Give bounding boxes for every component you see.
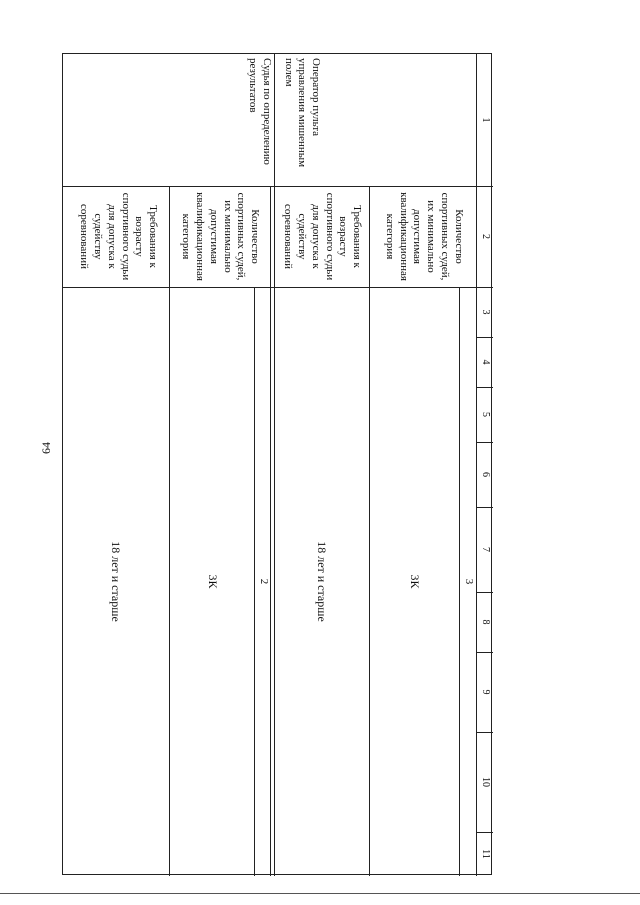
label-judges-count: Количество спортивных судей, их минимально допустимая квалификационная категория <box>180 192 262 281</box>
header-num-11: 11 <box>480 849 491 859</box>
rule-num-11 <box>477 832 493 833</box>
rule-num-6 <box>477 442 493 443</box>
label-judges-count: Количество спортивных судей, их минимально допустимая квалификационная категория <box>384 192 465 281</box>
header-num-3: 3 <box>480 309 491 315</box>
rule-num-9 <box>477 652 493 653</box>
rule-num-5 <box>477 387 493 388</box>
rule-col-1 <box>63 186 493 187</box>
header-num-9: 9 <box>480 689 491 695</box>
rotated-table <box>62 53 492 875</box>
rule-row-1-end <box>274 54 275 876</box>
judges-count-value: 2 <box>257 578 270 585</box>
age-value: 18 лет и старше <box>315 541 330 622</box>
rule-row-2-start <box>270 186 271 876</box>
rule-header <box>476 54 477 876</box>
judges-count-value: 3 <box>462 578 475 585</box>
rule-row-1-split <box>369 186 370 876</box>
qualification-value: 3К <box>206 574 220 589</box>
header-num-5: 5 <box>480 412 491 417</box>
rule-count-row-2 <box>254 287 255 876</box>
page-bottom-rule <box>0 893 640 894</box>
rule-num-10 <box>477 732 493 733</box>
rule-count-row-1 <box>459 287 460 876</box>
header-num-8: 8 <box>480 619 491 625</box>
qualification-value: 3К <box>408 574 423 589</box>
rule-col-2 <box>63 287 493 288</box>
rule-num-8 <box>477 592 493 593</box>
page-number: 64 <box>39 442 53 454</box>
age-value: 18 лет и старше <box>109 541 123 622</box>
header-num-10: 10 <box>480 777 491 787</box>
table-content <box>63 54 493 876</box>
label-age-requirement: Требования к возрасту спортивного судьи для допуска к судейству соревнований <box>78 192 160 281</box>
position-operator: Оператор пульта управления мишенным полем <box>282 58 323 168</box>
header-col-2: 2 <box>480 234 492 239</box>
header-col-1: 1 <box>480 117 492 123</box>
header-num-4: 4 <box>480 359 491 365</box>
rule-row-2-split <box>169 186 170 876</box>
rule-num-7 <box>477 507 493 508</box>
header-num-6: 6 <box>480 472 491 477</box>
position-results-judge: Судья по определению результатов <box>247 58 273 165</box>
header-num-7: 7 <box>480 547 491 552</box>
label-age-requirement: Требования к возрасту спортивного судьи для допуска к судейству соревнований <box>282 192 364 281</box>
rule-num-4 <box>477 337 493 338</box>
